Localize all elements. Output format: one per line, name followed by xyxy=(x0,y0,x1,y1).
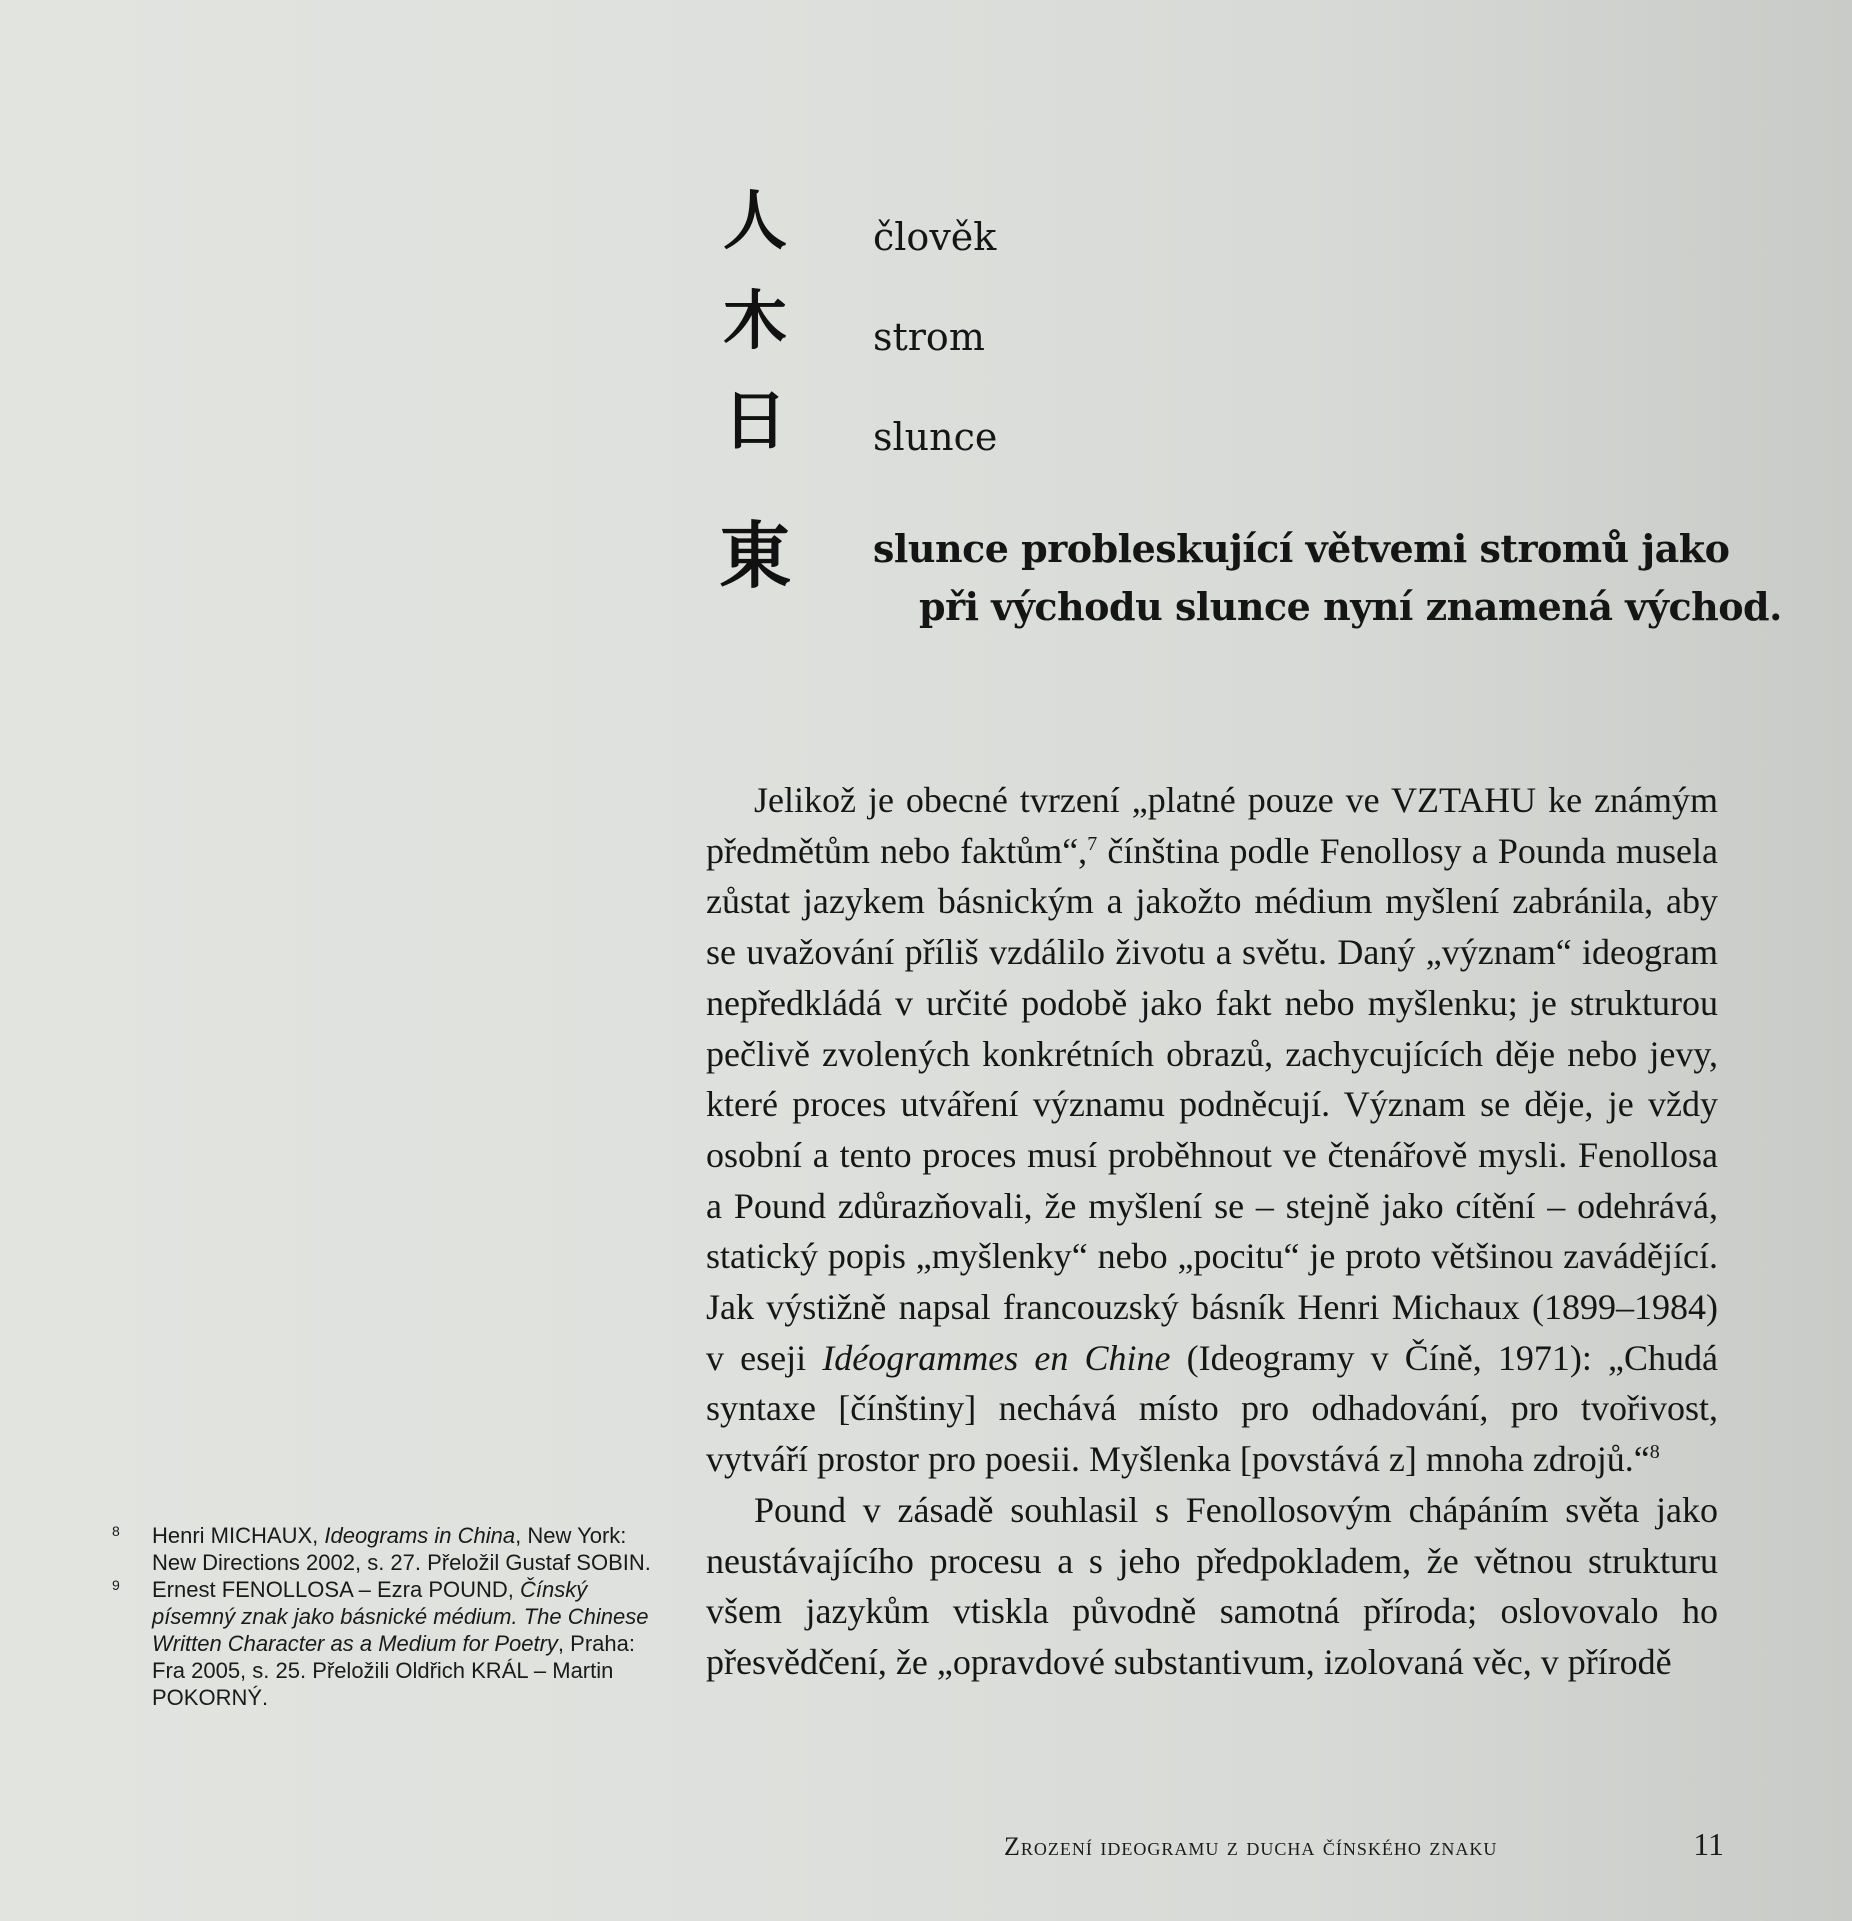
paragraph-text: čínština podle Fenollosy a Pounda musela zůstat jazykem básnickým a jakožto médium myšlení zabránila, aby se uvažování příliš vzdálilo životu a světu. Daný „význam“ ideogram nepředkládá v určité podobě jako fakt nebo myšlenku; je strukturou pečlivě zvolených konkrétních obrazů, zachycujících děje nebo jevy, které proces utváření významu podněcují. Význam se děje, je vždy osobní a tento proces musí proběhnout ve čtenářově mysli. Fenollosa a Pound zdůrazňovali, že myšlení se – stejně jako cítění – odehrává, statický popis „myšlenky“ nebo „pocitu“ je proto většinou zavádějící. Jak výstižně napsal francouzský básník Henri Michaux (1899–1984) v eseji xyxy=(706,830,1718,1378)
ideogram-character: 東 xyxy=(718,514,791,598)
footnote-title: Ideograms in China xyxy=(324,1523,516,1548)
footnote xyxy=(108,1522,668,1576)
main-text xyxy=(706,775,1718,1688)
ideogram-character: 日 xyxy=(723,385,787,459)
footnote-text: , New York: New Directions 2002, s. 27. Přeložil Gustaf SOBIN. xyxy=(152,1523,651,1575)
ideogram-character: 木 xyxy=(723,285,787,359)
footnote-number: 9 xyxy=(112,1577,120,1593)
chapter-title: Zrození ideogramu z ducha čínského znaku xyxy=(1004,1832,1498,1861)
footnote-number: 8 xyxy=(112,1523,120,1539)
footnotes xyxy=(108,1522,668,1711)
footnote-ref: 8 xyxy=(1649,1441,1660,1464)
book-title: Idéogrammes en Chine xyxy=(822,1337,1171,1378)
ideogram-meaning-line2: při východu slunce nyní znamená východ. xyxy=(919,584,1782,629)
footnote-title: Čínský písemný znak jako básnické médium. The Chinese Written Character as a Medium for Poetry xyxy=(152,1577,649,1656)
ideogram-meaning-line1: slunce probleskující větvemi stromů jako xyxy=(873,526,1730,571)
ideogram-meaning: člověk xyxy=(873,215,997,259)
footnote xyxy=(108,1576,668,1711)
footnote-ref: 7 xyxy=(1087,832,1098,855)
ideogram-character: 人 xyxy=(723,185,787,259)
paragraph: Pound v zásadě souhlasil s Fenollosovým chápáním světa jako neustávajícího procesu a s jeho předpokladem, že větnou strukturu všem jazykům vtiskla původně samotná příroda; oslovovalo ho přesvědčení, že „opravdové substantivum, izolovaná věc, v přírodě xyxy=(706,1489,1718,1682)
ideogram-meaning xyxy=(873,520,1782,636)
paragraph-text: Jelikož je obecné tvrzení „platné pouze ve VZTAHU ke známým předmětům nebo faktům“, xyxy=(706,780,1718,871)
running-footer xyxy=(1004,1826,1724,1866)
ideogram-meaning: slunce xyxy=(873,415,998,459)
page-number: 11 xyxy=(1693,1826,1724,1862)
ideogram-meaning: strom xyxy=(873,315,985,359)
footnote-text: Ernest FENOLLOSA – Ezra POUND, xyxy=(152,1577,521,1602)
paragraph-text: (Ideogramy v Číně, 1971): „Chudá syntaxe [čínštiny] nechává místo pro odhadování, pro tvořivost, vytváří prostor pro poesii. Myšlenka [povstává z] mnoha zdrojů.“ xyxy=(706,1337,1718,1480)
footnote-text: Henri MICHAUX, xyxy=(152,1523,325,1548)
footnote-text: , Praha: Fra 2005, s. 25. Přeložili Oldřich KRÁL – Martin POKORNÝ. xyxy=(152,1631,635,1710)
paragraph xyxy=(706,775,1718,1485)
